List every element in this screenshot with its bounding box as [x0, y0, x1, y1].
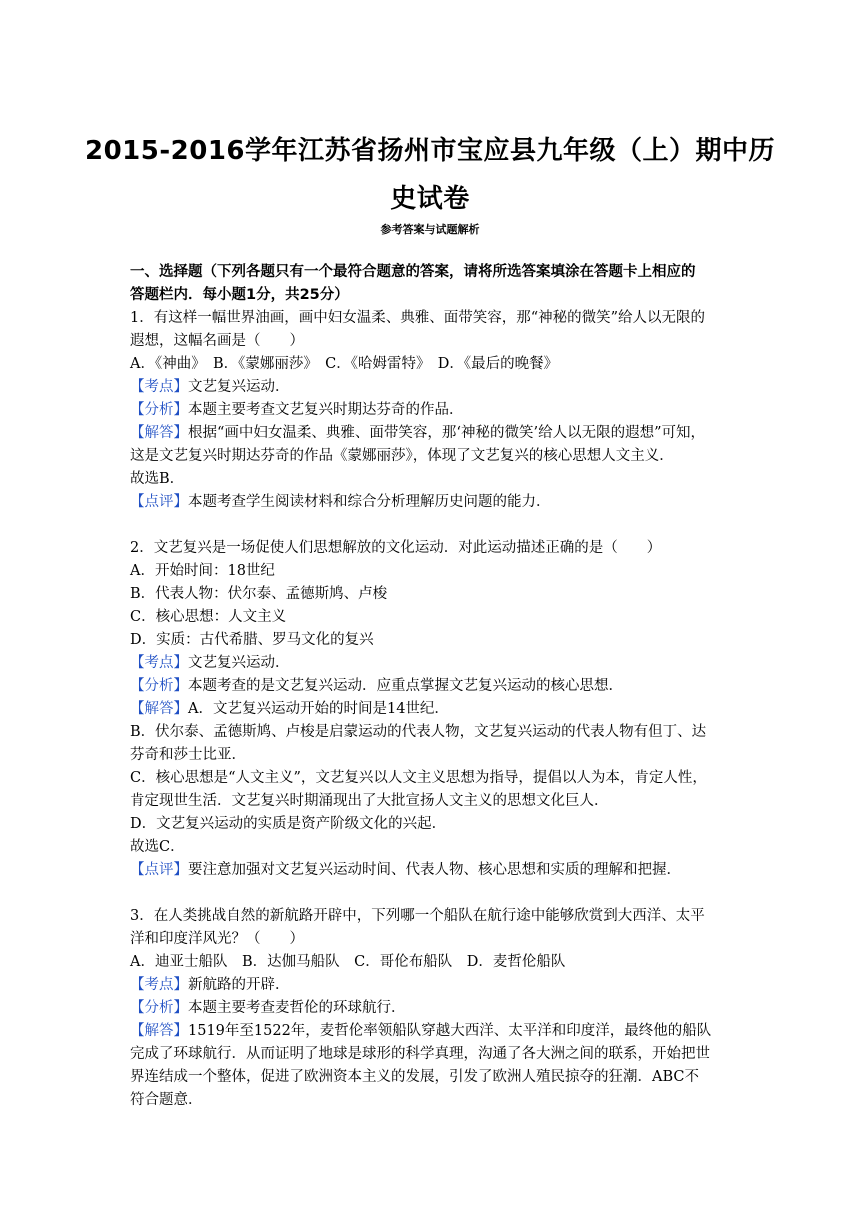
q2-option-d: D．实质：古代希腊、罗马文化的复兴 — [130, 632, 374, 648]
q1-fenxi-text: 本题主要考查文艺复兴时期达芬奇的作品． — [188, 402, 464, 418]
q2-dianping — [130, 860, 681, 880]
q1-jieda-line1 — [130, 423, 705, 443]
q1-options: A．《神曲》 B．《蒙娜丽莎》 C．《哈姆雷特》 D．《最后的晚餐》 — [130, 356, 559, 372]
jieda-tag: 【解答】 — [130, 425, 188, 441]
q2-jieda-a-text: A．文艺复兴运动开始的时间是14世纪． — [188, 701, 449, 717]
q1-stem-line2: 遐想，这幅名画是（ ） — [130, 333, 304, 349]
q2-kaodian — [130, 653, 290, 673]
q3-jieda-line4: 符合题意． — [130, 1092, 203, 1108]
q2-jieda-c-line2: 肯定现世生活．文艺复兴时期涌现出了大批宣扬人文主义的思想文化巨人． — [130, 793, 609, 809]
q3-jieda-line2: 完成了环球航行．从而证明了地球是球形的科学真理，沟通了各大洲之间的联系，开始把世 — [130, 1046, 710, 1062]
q2-jieda-b-line1: B．伏尔泰、孟德斯鸠、卢梭是启蒙运动的代表人物，文艺复兴运动的代表人物有但丁、达 — [130, 724, 707, 740]
kaodian-tag: 【考点】 — [130, 977, 188, 993]
q2-jieda-a — [130, 699, 449, 719]
q3-fenxi-text: 本题主要考查麦哲伦的环球航行． — [188, 1000, 406, 1016]
q3-kaodian — [130, 975, 290, 995]
fenxi-tag: 【分析】 — [130, 402, 188, 418]
dianping-tag: 【点评】 — [130, 494, 188, 510]
q2-option-c: C．核心思想：人文主义 — [130, 609, 287, 625]
fenxi-tag: 【分析】 — [130, 678, 188, 694]
q2-jieda-d: D．文艺复兴运动的实质是资产阶级文化的兴起． — [130, 816, 447, 832]
q3-stem-line1: 3．在人类挑战自然的新航路开辟中，下列哪一个船队在航行途中能够欣赏到大西洋、太平 — [130, 908, 705, 924]
q2-option-b: B．代表人物：伏尔泰、孟德斯鸠、卢梭 — [130, 586, 388, 602]
dianping-tag: 【点评】 — [130, 862, 188, 878]
q3-jieda-line3: 界连结成一个整体，促进了欧洲资本主义的发展，引发了欧洲人殖民掠夺的狂潮．ABC不 — [130, 1069, 699, 1085]
fenxi-tag: 【分析】 — [130, 1000, 188, 1016]
kaodian-tag: 【考点】 — [130, 379, 188, 395]
q1-kaodian-text: 文艺复兴运动． — [188, 379, 290, 395]
q3-jieda-text1: 1519年至1522年，麦哲伦率领船队穿越大西洋、太平洋和印度洋，最终他的船队 — [188, 1023, 712, 1039]
page-title-line1: 2015-2016学年江苏省扬州市宝应县九年级（上）期中历 — [84, 136, 776, 166]
q2-fenxi-text: 本题考查的是文艺复兴运动．应重点掌握文艺复兴运动的核心思想． — [188, 678, 623, 694]
jieda-tag: 【解答】 — [130, 701, 188, 717]
q1-jieda-text1: 根据“画中妇女温柔、典雅、面带笑容，那‘神秘的微笑’给人以无限的遐想”可知， — [188, 425, 706, 441]
q1-fenxi — [130, 400, 464, 420]
q2-jieda-c-line1: C．核心思想是“人文主义”，文艺复兴以人文主义思想为指导，提倡以人为本，肯定人性， — [130, 770, 707, 786]
q3-options: A．迪亚士船队 B．达伽马船队 C．哥伦布船队 D．麦哲伦船队 — [130, 954, 566, 970]
page-subtitle: 参考答案与试题解析 — [380, 223, 480, 236]
q3-fenxi — [130, 998, 406, 1018]
kaodian-tag: 【考点】 — [130, 655, 188, 671]
q3-jieda-line1 — [130, 1021, 711, 1041]
q2-answer: 故选C． — [130, 839, 185, 855]
q1-dianping — [130, 492, 551, 512]
jieda-tag: 【解答】 — [130, 1023, 188, 1039]
page-title-line2: 史试卷 — [390, 184, 470, 214]
q1-answer: 故选B． — [130, 471, 185, 487]
q3-kaodian-text: 新航路的开辟． — [188, 977, 290, 993]
q2-jieda-b-line2: 芬奇和莎士比亚． — [130, 747, 246, 763]
q2-kaodian-text: 文艺复兴运动． — [188, 655, 290, 671]
q1-dianping-text: 本题考查学生阅读材料和综合分析理解历史问题的能力． — [188, 494, 551, 510]
q2-stem: 2．文艺复兴是一场促使人们思想解放的文化运动．对此运动描述正确的是（ ） — [130, 540, 662, 556]
q2-dianping-text: 要注意加强对文艺复兴运动时间、代表人物、核心思想和实质的理解和把握． — [188, 862, 681, 878]
section-heading-line1: 一、选择题（下列各题只有一个最符合题意的答案，请将所选答案填涂在答题卡上相应的 — [130, 264, 696, 280]
q2-option-a: A．开始时间：18世纪 — [130, 563, 275, 579]
q2-fenxi — [130, 676, 623, 696]
q1-stem-line1: 1．有这样一幅世界油画，画中妇女温柔、典雅、面带笑容，那“神秘的微笑”给人以无限的 — [130, 310, 706, 326]
section-heading-line2: 答题栏内．每小题1分，共25分） — [130, 287, 349, 303]
q3-stem-line2: 洋和印度洋风光？（ ） — [130, 931, 304, 947]
q1-kaodian — [130, 377, 290, 397]
q1-jieda-line2: 这是文艺复兴时期达芬奇的作品《蒙娜丽莎》，体现了文艺复兴的核心思想人文主义． — [130, 448, 674, 464]
